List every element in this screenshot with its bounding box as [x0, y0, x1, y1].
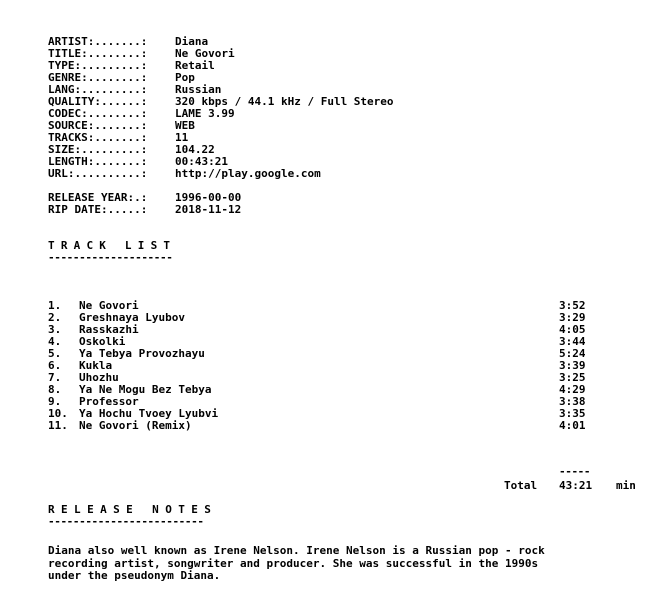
info-value: Diana [175, 35, 209, 48]
track-duration: 3:44 [559, 335, 586, 348]
spacer [48, 216, 648, 240]
url-link[interactable]: http://play.google.com [175, 167, 321, 180]
track-duration: 3:29 [559, 311, 586, 324]
tracklist-rule: -------------------- [48, 251, 173, 264]
total-label: Total [504, 479, 538, 492]
info-value: 11 [175, 131, 189, 144]
track-duration: 4:05 [559, 323, 586, 336]
track-duration: 3:35 [559, 407, 586, 420]
tracklist-heading: TRACK LIST [48, 239, 177, 252]
release-value: 2018-11-12 [175, 203, 242, 216]
track-duration: 3:38 [559, 395, 586, 408]
track-number: 6. [48, 359, 62, 372]
track-duration: 4:29 [559, 383, 586, 396]
release-block [48, 192, 648, 216]
total-row [504, 480, 636, 492]
info-key: LENGTH:.......: [48, 155, 148, 168]
track-number: 9. [48, 395, 62, 408]
track-name: Ya Tebya Provozhayu [79, 347, 205, 360]
track-number: 7. [48, 371, 62, 384]
notes-text: Diana also well known as Irene Nelson. Irene Nelson is a Russian pop - rock recording artist, songwriter and producer. She was successful in the 1990s under the pseudonym Diana. [48, 544, 545, 582]
track-name: Ne Govori [79, 299, 139, 312]
info-value: LAME 3.99 [175, 107, 235, 120]
release-key: RIP DATE:.....: [48, 203, 148, 216]
info-key: TYPE:.........: [48, 59, 148, 72]
info-url [48, 168, 648, 180]
nfo-document [48, 36, 648, 432]
info-value: WEB [175, 119, 195, 132]
track-duration: 4:01 [559, 419, 586, 432]
track-number: 3. [48, 323, 62, 336]
track-name: Oskolki [79, 335, 126, 348]
total-value: 43:21 [559, 479, 593, 492]
info-key: TRACKS:.......: [48, 131, 148, 144]
release-key: RELEASE YEAR:.: [48, 191, 148, 204]
info-value: Retail [175, 59, 215, 72]
info-value: Ne Govori [175, 47, 235, 60]
info-key: URL:..........: [48, 167, 148, 180]
track-name: Ne Govori (Remix) [79, 419, 192, 432]
track-row [48, 360, 648, 372]
track-list [48, 300, 648, 432]
info-key: LANG:.........: [48, 83, 148, 96]
total-rule: ----- [559, 465, 591, 478]
track-number: 11. [48, 419, 68, 432]
release-notes [48, 504, 648, 583]
track-name: Ya Ne Mogu Bez Tebya [79, 383, 212, 396]
track-row [48, 420, 648, 432]
track-name: Greshnaya Lyubov [79, 311, 185, 324]
info-key: SOURCE:.......: [48, 119, 148, 132]
info-value: Pop [175, 71, 195, 84]
notes-rule: ------------------------- [48, 515, 204, 528]
track-row [48, 348, 648, 360]
track-duration: 3:25 [559, 371, 586, 384]
info-value: 104.22 [175, 143, 215, 156]
track-number: 10. [48, 407, 68, 420]
track-name: Uhozhu [79, 371, 119, 384]
total-unit: min [616, 479, 636, 492]
track-row [48, 324, 648, 336]
info-key: GENRE:........: [48, 71, 148, 84]
info-value: 320 kbps / 44.1 kHz / Full Stereo [175, 95, 394, 108]
track-number: 4. [48, 335, 62, 348]
spacer [48, 528, 648, 545]
info-key: SIZE:.........: [48, 143, 148, 156]
track-number: 8. [48, 383, 62, 396]
info-key: ARTIST:.......: [48, 35, 148, 48]
track-name: Kukla [79, 359, 113, 372]
info-key: CODEC:........: [48, 107, 148, 120]
track-number: 1. [48, 299, 62, 312]
release-value: 1996-00-00 [175, 191, 242, 204]
track-name: Professor [79, 395, 139, 408]
track-name: Ya Hochu Tvoey Lyubvi [79, 407, 219, 420]
info-key: QUALITY:......: [48, 95, 148, 108]
rip-date [48, 204, 648, 216]
info-block [48, 36, 648, 180]
track-number: 2. [48, 311, 62, 324]
info-value: Russian [175, 83, 222, 96]
track-duration: 3:39 [559, 359, 586, 372]
notes-heading: RELEASE NOTES [48, 503, 218, 516]
info-key: TITLE:........: [48, 47, 148, 60]
track-duration: 5:24 [559, 347, 586, 360]
info-value: 00:43:21 [175, 155, 228, 168]
track-number: 5. [48, 347, 62, 360]
track-duration: 3:52 [559, 299, 586, 312]
track-name: Rasskazhi [79, 323, 139, 336]
spacer [48, 264, 648, 300]
